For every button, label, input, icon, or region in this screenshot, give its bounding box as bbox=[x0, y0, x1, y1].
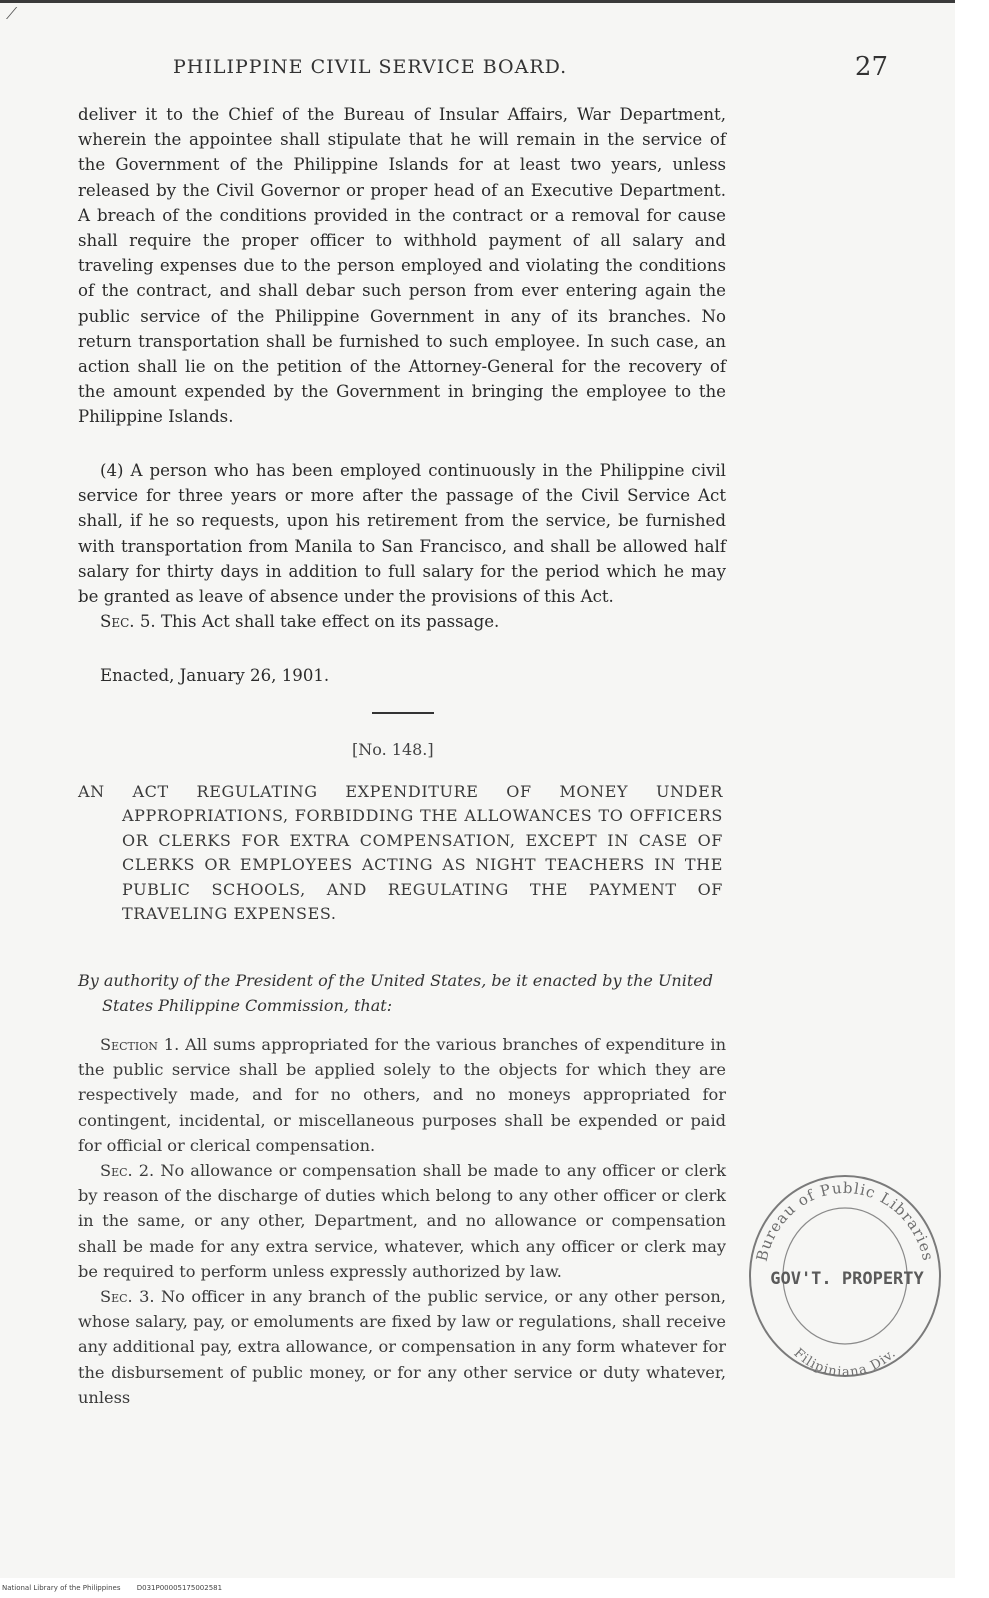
footer-library: National Library of the Philippines bbox=[2, 1584, 121, 1592]
act-title-text: AN ACT REGULATING EXPENDITURE OF MONEY UNDER APPROPRIATIONS, FORBIDDING THE ALLOWANCES TO OFFICERS OR CLERKS FOR EXTRA COMPENSATION, EXCEPT IN CASE OF CLERKS OR EMPLOYEES ACTING AS NIGHT TEACHERS IN THE PUBLIC SCHOOLS, AND REGULATING THE PAYMENT OF TRAVELING EXPENSES. bbox=[78, 782, 723, 924]
stamp-seal bbox=[735, 1158, 945, 1393]
act-sections bbox=[78, 1032, 726, 1410]
section-two-label: Sec. 2. bbox=[100, 1161, 155, 1181]
running-head: PHILIPPINE CIVIL SERVICE BOARD. bbox=[173, 56, 568, 78]
section-three-text: No officer in any branch of the public service, or any other person, whose salary, pay, or emoluments are fixed by law or regulations, shall receive any additional pay, extra allowance, or compensation in any form whatever for the disbursement of public money, or for any other service or duty whatever, unless bbox=[78, 1287, 726, 1407]
stamp-top-text: Bureau of Public Libraries bbox=[752, 1178, 938, 1264]
page-number: 27 bbox=[854, 52, 888, 82]
section-five-label: Sec. 5. bbox=[100, 612, 156, 632]
paragraph-text: deliver it to the Chief of the Bureau of Insular Affairs, War Department, wherein the appointee shall stipulate that he will remain in the service of the Government of the Philippine Islands for at least two years, unless released by the Civil Governor or proper head of an Executive Department. A breach of the conditions provided in the contract or a removal for cause shall require the proper officer to withhold payment of all salary and traveling expenses due to the person employed and violating the conditions of the contract, and shall debar such person from ever entering again the public service of the Philippine Government in any of its branches. No return transportation shall be furnished to such employee. In such case, an action shall lie on the petition of the Attorney-General for the recovery of the amount expended by the Government in bringing the employee to the Philippine Islands. bbox=[78, 105, 726, 427]
section-five-text: This Act shall take effect on its passage. bbox=[160, 612, 500, 632]
stamp-center-text: GOV'T. PROPERTY bbox=[770, 1269, 924, 1289]
section-two-text: No allowance or compensation shall be made to any officer or clerk by reason of the discharge of duties which belong to any other officer or clerk in the same, or any other, Department, and no allowance or compensation shall be made for any extra service, whatever, which any officer or clerk may be required to perform unless expressly authorized by law. bbox=[78, 1161, 727, 1281]
section-three bbox=[78, 1284, 726, 1410]
library-stamp bbox=[735, 1158, 945, 1393]
stamp-bottom-text: Filipiniana Div. bbox=[790, 1345, 900, 1381]
section-divider bbox=[372, 712, 434, 714]
enacting-clause-text: By authority of the President of the United States, be it enacted by the United States Philippine Commission, that: bbox=[78, 971, 713, 1015]
enacting-clause bbox=[78, 968, 723, 1018]
section-two bbox=[78, 1158, 726, 1284]
footer-code: D031P00005175002581 bbox=[136, 1584, 223, 1592]
section-one bbox=[78, 1032, 726, 1158]
section-one-text: All sums appropriated for the various branches of expenditure in the public service shall be applied solely to the objects for which they are respectively made, and for no others, and no moneys appropriated for contingent, incidental, or miscellaneous purposes shall be expended or paid for official or clerical compensation. bbox=[78, 1035, 726, 1155]
paragraph-block bbox=[78, 458, 726, 634]
section-five bbox=[78, 609, 726, 634]
paragraph-four: (4) A person who has been employed continuously in the Philippine civil service for three years or more after the passage of the Civil Service Act shall, if he so requests, upon his retirement from the service, be furnished with transportation from Manila to San Francisco, and shall be allowed half salary for thirty days in addition to full salary for the period which he may be granted as leave of absence under the provisions of this Act. bbox=[78, 461, 726, 607]
act-number: [No. 148.] bbox=[352, 740, 434, 759]
corner-mark: ⟋ bbox=[6, 4, 18, 23]
page-header bbox=[78, 52, 888, 82]
enacted-date: Enacted, January 26, 1901. bbox=[100, 666, 330, 685]
act-title bbox=[78, 780, 723, 926]
section-one-label: Section 1. bbox=[100, 1035, 180, 1054]
scan-top-edge bbox=[0, 0, 955, 3]
scan-footer bbox=[2, 1584, 236, 1592]
section-three-label: Sec. 3. bbox=[100, 1287, 155, 1307]
paragraph-continuation bbox=[78, 102, 726, 430]
